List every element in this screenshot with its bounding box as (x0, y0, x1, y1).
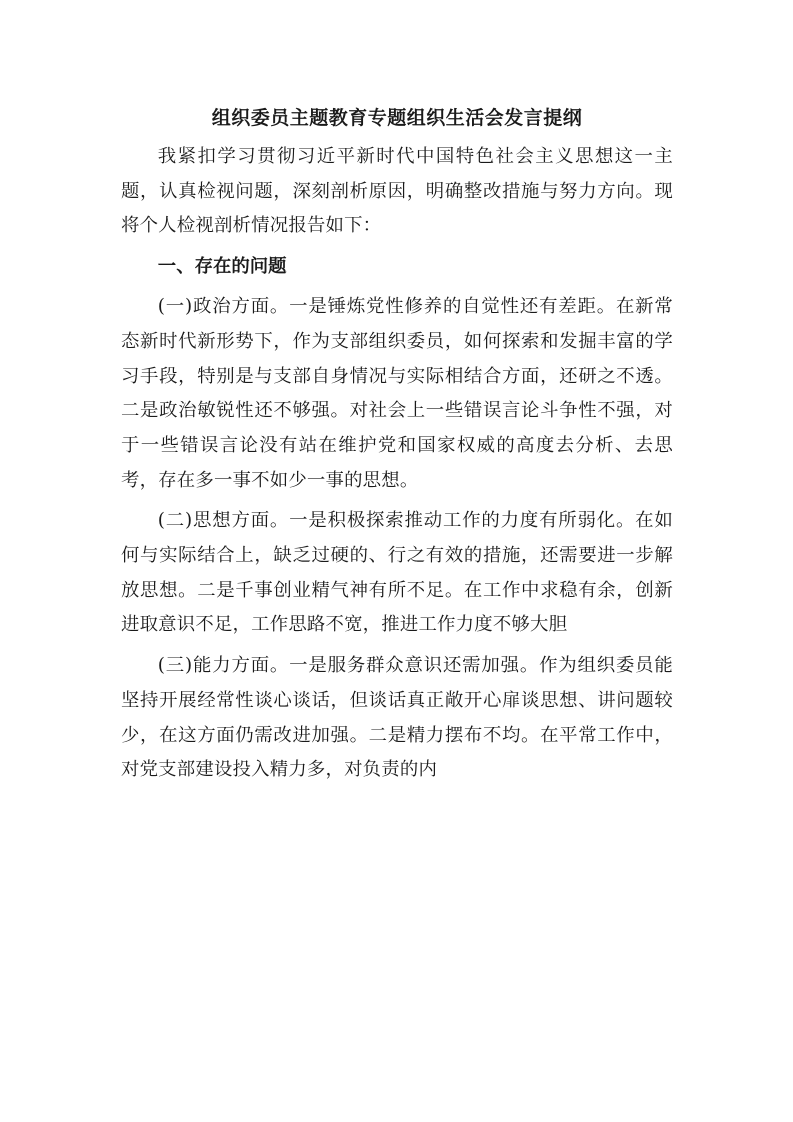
section-heading-problems: 一、存在的问题 (157, 256, 287, 278)
paragraph-ability: (三)能力方面。一是服务群众意识还需加强。作为组织委员能坚持开展经常性谈心谈话，但谈话真正敞开心扉谈思想、讲问题较少，在这方面仍需改进加强。二是精力摆布不均。在平常工作中，对党支部建设投入精力多，对负责的内 (121, 655, 673, 781)
document-title: 组织委员主题教育专题组织生活会发言提纲 (211, 107, 583, 129)
document-body (121, 104, 673, 794)
paragraph-political: (一)政治方面。一是锤炼党性修养的自觉性还有差距。在新常态新时代新形势下，作为支部组织委员，如何探索和发掘丰富的学习手段，特别是与支部自身情况与实际相结合方面，还研之不透。二是政治敏锐性还不够强。对社会上一些错误言论斗争性不强，对于一些错误言论没有站在维护党和国家权威的高度去分析、去思考，存在多一事不如少一事的思想。 (121, 296, 673, 491)
paragraph-ideological: (二)思想方面。一是积极探索推动工作的力度有所弱化。在如何与实际结合上，缺乏过硬的、行之有效的措施，还需要进一步解放思想。二是千事创业精气神有所不足。在工作中求稳有余，创新进取意识不足，工作思路不宽，推进工作力度不够大胆 (121, 510, 673, 636)
intro-paragraph: 我紧扣学习贯彻习近平新时代中国特色社会主义思想这一主题，认真检视问题，深刻剖析原因，明确整改措施与努力方向。现将个人检视剖析情况报告如下： (121, 146, 673, 237)
